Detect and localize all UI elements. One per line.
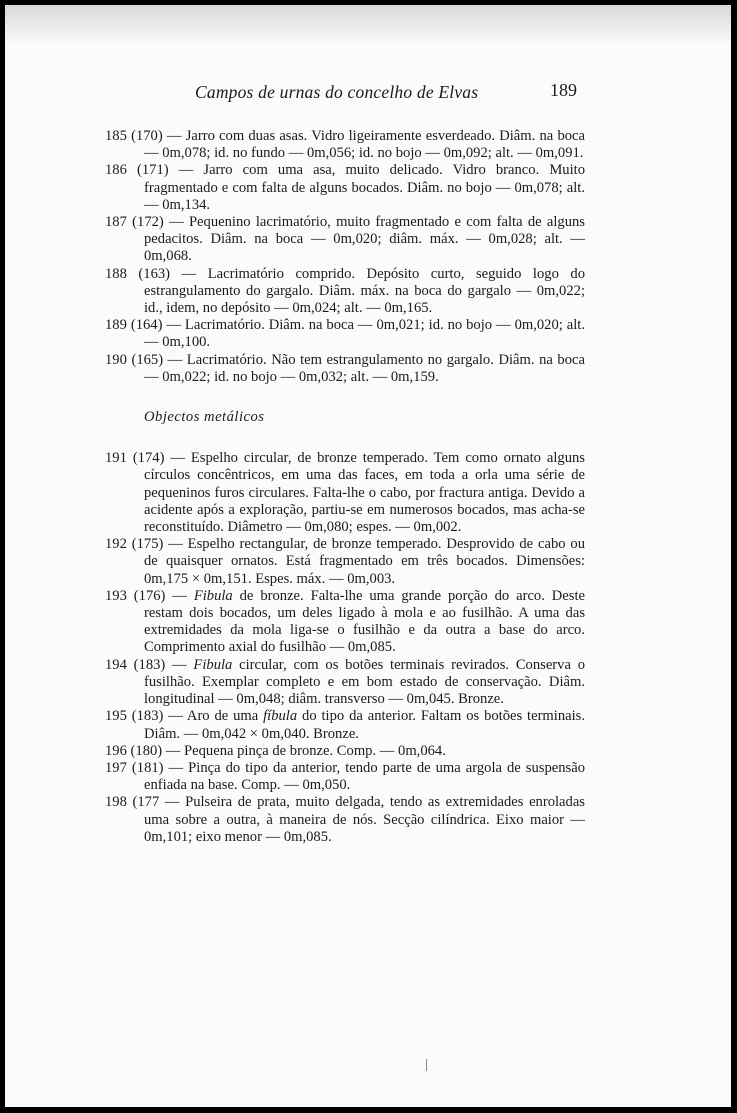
running-title: Campos de urnas do concelho de Elvas: [195, 82, 479, 102]
entry-196: 196 (180) — Pequena pinça de bronze. Comp. — 0m,064.: [105, 742, 446, 759]
entry-193-text-b: de bronze. Falta-lhe uma grande porção do arco. Deste restam dois bocados, um deles ligado à mola e ao fusilhão. A uma das extremidades da mola liga-se o fusilhão e da outra a base do arco. Comprimento axial do fusilhão — 0m,085.: [144, 587, 585, 656]
entry-193-text-a: 193 (176) —: [105, 587, 194, 604]
fibula-term: Fibula: [193, 587, 233, 604]
entry-195: [105, 708, 585, 742]
entry-185: 185 (170) — Jarro com duas asas. Vidro ligeiramente esverdeado. Diâm. na boca — 0m,078; id. no fundo — 0m,056; id. no bojo — 0m,092; alt. — 0m,091.: [105, 128, 585, 162]
section-heading-metal: Objectos metálicos: [144, 409, 265, 426]
entry-188: 188 (163) — Lacrimatório comprido. Depósito curto, seguido logo do estrangulamento do gargalo. Diâm. máx. na boca do gargalo — 0m,022; id., idem, no depósito — 0m,024; alt. — 0m,165.: [105, 265, 585, 317]
fibula-term: Fibula: [193, 656, 233, 673]
scan-shadow: [5, 5, 731, 45]
fibula-term: fíbula: [263, 708, 298, 725]
entry-195-text-a: 195 (183) — Aro de uma: [105, 708, 264, 725]
entry-198: 198 (177 — Pulseira de prata, muito delgada, tendo as extremidades enroladas uma sobre a outra, à maneira de nós. Secção cilíndrica. Eixo maior — 0m,101; eixo menor — 0m,085.: [105, 794, 585, 845]
scanned-page: [5, 5, 731, 1107]
entry-186: 186 (171) — Jarro com uma asa, muito delicado. Vidro branco. Muito fragmentado e com falta de alguns bocados. Diâm. no bojo — 0m,078; alt. — 0m,134.: [105, 162, 585, 213]
entry-189: 189 (164) — Lacrimatório. Diâm. na boca — 0m,021; id. no bojo — 0m,020; alt. — 0m,100.: [105, 317, 585, 351]
entry-193: [105, 588, 585, 657]
page-number: 189: [550, 80, 577, 100]
entry-195-text-b: do tipo da anterior. Faltam os botões terminais. Diâm. — 0m,042 × 0m,040. Bronze.: [144, 708, 585, 742]
entry-191: 191 (174) — Espelho circular, de bronze temperado. Tem como ornato alguns círculos concêntricos, em uma das faces, em toda a orla uma série de pequeninos furos circulares. Falta-lhe o cabo, por fractura antiga. Devido a acidente após a exploração, partiu-se em numerosos bocados, mas acha-se reconstituído. Diâmetro — 0m,080; espes. — 0m,002.: [105, 450, 585, 536]
entry-197: 197 (181) — Pinça do tipo da anterior, tendo parte de uma argola de suspensão enfiada na base. Comp. — 0m,050.: [105, 759, 585, 794]
entry-194: [105, 657, 585, 709]
entry-192-text-a: 192 (175) — Espelho rectangular, de bronze temperado. Desprovido de cabo ou de quaisquer ornatos. Está fragmentado em três bocados. Dimensões: 0m,175: [105, 536, 585, 587]
entry-194-text-a: 194 (183) —: [105, 656, 194, 673]
entry-190: 190 (165) — Lacrimatório. Não tem estrangulamento no gargalo. Diâm. na boca — 0m,022; id. no bojo — 0m,032; alt. — 0m,159.: [105, 351, 585, 385]
scan-mark: [426, 1059, 427, 1071]
entry-187: 187 (172) — Pequenino lacrimatório, muito fragmentado e com falta de alguns pedacitos. Diâm. na boca — 0m,020; diâm. máx. — 0m,028; alt. — 0m,068.: [105, 214, 585, 265]
catalogue-body: [105, 128, 585, 846]
entry-194-text-b: circular, com os botões terminais revirados. Conserva o fusilhão. Exemplar completo e em bom estado de conservação. Diâm. longitudinal — 0m,048; diâm. transverso — 0m,045. Bronze.: [144, 656, 586, 708]
entry-192: [105, 536, 585, 588]
entry-192-text-b: 0m,151. Espes. máx. — 0m,003.: [200, 570, 396, 587]
times-sign: ×: [191, 570, 201, 587]
